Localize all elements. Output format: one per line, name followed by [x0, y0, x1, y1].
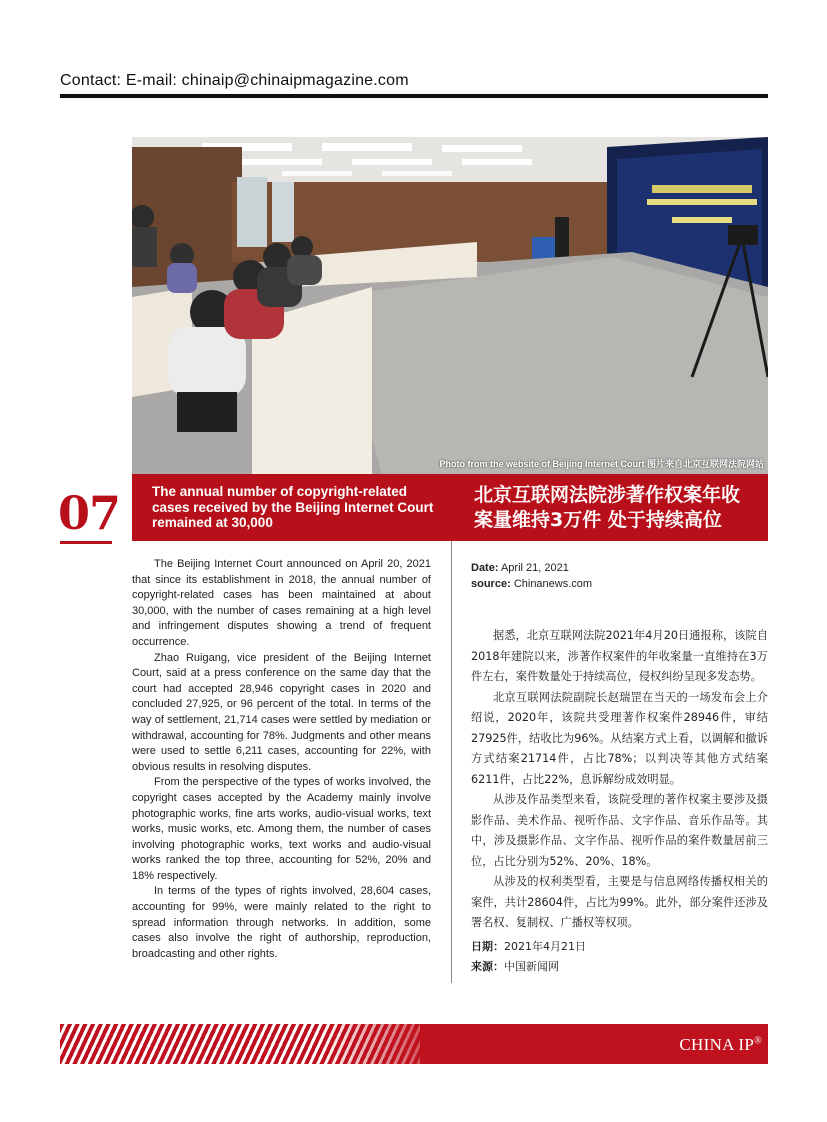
english-paragraph: From the perspective of the types of works involved, the copyright cases accepted by the Academy mainly involve photographic works, fine arts works, audio-visual works, text works, music works, etc. Among them, the number of cases involving photographic works, text works and audio-visual works ranked the top three, accounting for 52%, 20% and 18% respectively. — [132, 776, 431, 882]
title-english: The annual number of copyright-related cases received by the Beijing Internet Court remained at 30,000 — [152, 484, 434, 530]
chinese-source-label: 来源： — [471, 960, 504, 973]
footer-brand-logo — [679, 1035, 762, 1055]
registered-mark: ® — [754, 1035, 762, 1047]
chinese-source-value: 中国新闻网 — [504, 960, 559, 973]
article-number: 07 — [58, 486, 121, 540]
chinese-article-body — [471, 626, 768, 934]
contact-line: Contact: E-mail: chinaip@chinaipmagazine.com — [60, 72, 409, 89]
article-number-rule — [60, 541, 112, 544]
footer-fade — [320, 1024, 460, 1064]
header-rule — [60, 94, 768, 98]
press-conference-photo — [132, 137, 768, 474]
chinese-date-label: 日期： — [471, 940, 504, 953]
photo-credit: Photo from the website of Beijing Internet Court 图片来自北京互联网法院网站 — [439, 459, 764, 469]
footer-bar — [60, 1024, 768, 1064]
english-paragraph: In terms of the types of rights involved, 28,604 cases, accounting for 99%, were mainly related to the right to spread information through networks. In addition, some cases also involve the right of authorship, reproduction, broadcasting and other rights. — [132, 885, 431, 960]
chinese-paragraph: 从涉及的权利类型看，主要是与信息网络传播权相关的案件，共计28604件，占比为99%。此外，部分案件还涉及署名权、复制权、广播权等权项。 — [471, 875, 768, 929]
chinese-source-line — [471, 957, 586, 977]
chinese-paragraph: 北京互联网法院副院长赵瑞罡在当天的一场发布会上介绍说，2020年，该院共受理著作权案件28946件，审结27925件，结收比为96%。从结案方式上看，以调解和撤诉方式结案21714件，占比78%；以判决等其他方式结案6211件，占比22%，息诉解纷成效明显。 — [471, 690, 768, 786]
date-line — [471, 560, 592, 576]
source-label: source: — [471, 578, 511, 590]
brand-name: CHINA IP — [679, 1035, 755, 1054]
source-line — [471, 576, 592, 592]
article-meta — [471, 560, 592, 592]
chinese-date-value: 2021年4月21日 — [504, 940, 586, 953]
english-article-body — [132, 557, 431, 962]
chinese-paragraph: 据悉，北京互联网法院2021年4月20日通报称，该院自2018年建院以来，涉著作权案件的年收案量一直维持在3万件左右，案件数量处于持续高位，侵权纠纷呈现多发态势。 — [471, 629, 768, 683]
chinese-date-line — [471, 937, 586, 957]
source-value: Chinanews.com — [513, 578, 593, 590]
column-divider — [451, 541, 452, 983]
date-value: April 21, 2021 — [500, 562, 569, 574]
chinese-meta — [471, 937, 586, 977]
title-chinese-line-2: 案量维持3万件 处于持续高位 — [474, 509, 722, 531]
date-label: Date: — [471, 562, 499, 574]
english-paragraph: Zhao Ruigang, vice president of the Beijing Internet Court, said at a press conference on the same day that the court had accepted 28,946 copyright cases in 2020 and concluded 27,925, or 96 percent of the total. In terms of the way of settlement, 21,714 cases were settled by mediation or withdrawal, accounting for 78%. Judgments and other means were used to settle 6,211 cases, accounting for 22%, with obvious results in resolving disputes. — [132, 651, 431, 773]
title-chinese — [474, 483, 764, 533]
chinese-paragraph: 从涉及作品类型来看，该院受理的著作权案主要涉及摄影作品、美术作品、视听作品、文字作品、音乐作品等。其中，涉及摄影作品、文字作品、视听作品的案件数量居前三位，占比分别为52%、20%、18%。 — [471, 793, 768, 868]
title-banner — [132, 474, 768, 541]
english-paragraph: The Beijing Internet Court announced on April 20, 2021 that since its establishment in 2018, the annual number of copyright-related cases has been maintained at about 30,000, with the number of cases remaining at a high level and infringement disputes showing a trend of frequent occurrence. — [132, 558, 431, 648]
title-chinese-line-1: 北京互联网法院涉著作权案年收 — [474, 484, 741, 506]
